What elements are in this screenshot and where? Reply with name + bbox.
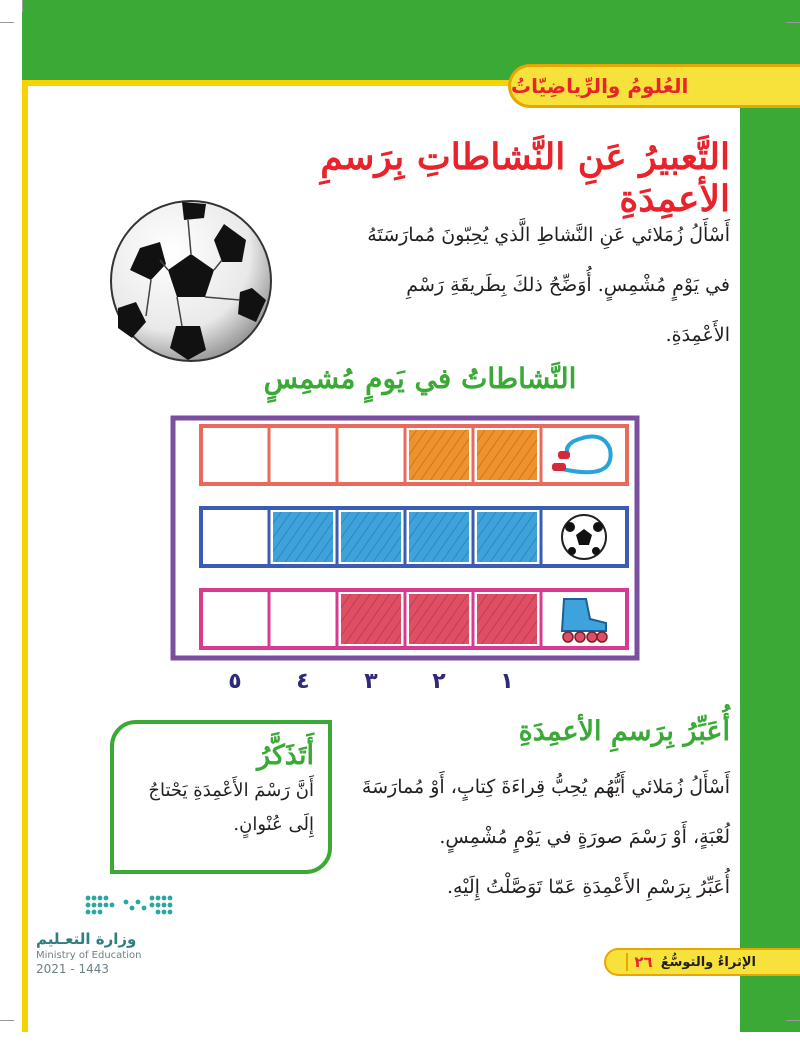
- x-tick-label: ١: [500, 669, 514, 694]
- x-tick-label: ٣: [364, 669, 378, 694]
- chart-bar-texture: [409, 512, 469, 562]
- chart-bar-texture: [409, 430, 469, 480]
- football-icon: [562, 515, 606, 559]
- activity-line: أَسْأَلُ زُمَلائي أَيُّهُم يُحِبُّ قِراءَةَ كِتابٍ، أَوْ مُمارَسَةَ: [361, 776, 730, 798]
- chart-bar-texture: [341, 512, 401, 562]
- activities-bar-chart: [165, 412, 645, 702]
- crop-mark: [0, 22, 14, 23]
- ministry-name-english: Ministry of Education: [36, 950, 142, 961]
- activity-paragraph: [330, 762, 730, 912]
- left-band: [22, 80, 28, 1032]
- right-band: [740, 80, 800, 1032]
- chart-title: النَّشاطاتُ في يَومٍ مُشمِسٍ: [263, 362, 577, 395]
- crop-mark: [0, 1020, 14, 1021]
- ministry-logo-icon: [82, 890, 178, 924]
- chart-bar-texture: [477, 430, 537, 480]
- page-title: التَّعبيرُ عَنِ النَّشاطاتِ بِرَسمِ الأعمِدَةِ: [320, 136, 730, 220]
- crop-mark: [786, 22, 800, 23]
- crop-mark: [22, 0, 23, 12]
- remember-line: إِلَى عُنْوانٍ.: [233, 814, 314, 835]
- remember-line: أَنَّ رَسْمَ الأَعْمِدَةِ يَحْتاجُ: [148, 780, 314, 801]
- soccer-ball-illustration: [106, 196, 276, 366]
- footer-label: الإثراءُ والتوسُّعُ: [660, 954, 756, 970]
- remember-box: [110, 720, 332, 874]
- ministry-name-arabic: وزارة التعـليم: [36, 930, 137, 948]
- activity-title: أُعَبِّرُ بِرَسمِ الأعمِدَةِ: [518, 716, 730, 747]
- chart-bar-texture: [273, 512, 333, 562]
- page-number: ٢٦: [626, 953, 652, 971]
- activity-line: لُعْبَةٍ، أَوْ رَسْمَ صورَةٍ في يَوْمٍ مُشْمِسٍ.: [439, 826, 730, 848]
- chart-bar-texture: [341, 594, 401, 644]
- remember-text: [122, 774, 314, 842]
- chart-bar-texture: [409, 594, 469, 644]
- x-tick-label: ٢: [432, 669, 446, 694]
- activity-line: أُعَبِّرُ بِرَسْمِ الأَعْمِدَةِ عَمّا تَوَصَّلْتُ إِلَيْهِ.: [446, 876, 730, 898]
- intro-paragraph: [330, 210, 730, 360]
- chart-bar-texture: [477, 594, 537, 644]
- chart-bar-texture: [477, 512, 537, 562]
- intro-line: الأَعْمِدَةِ.: [665, 324, 730, 346]
- crop-mark: [786, 1020, 800, 1021]
- x-tick-label: ٥: [228, 669, 242, 694]
- section-tab: [508, 64, 800, 108]
- intro-line: أَسْأَلُ زُمَلائي عَنِ النَّشاطِ الَّذي يُحِبّونَ مُمارَسَتَهُ: [367, 224, 730, 246]
- section-label: العُلومُ والرِّياضِيّاتُ: [511, 74, 689, 98]
- footer-bar: [604, 948, 800, 976]
- intro-line: في يَوْمٍ مُشْمِسٍ. أُوَضِّحُ ذلكَ بِطَريقَةِ رَسْمِ: [406, 274, 730, 296]
- ministry-year: 2021 - 1443: [36, 962, 110, 976]
- x-tick-label: ٤: [296, 669, 310, 694]
- remember-title: أَتَذَكَّرُ: [257, 740, 314, 771]
